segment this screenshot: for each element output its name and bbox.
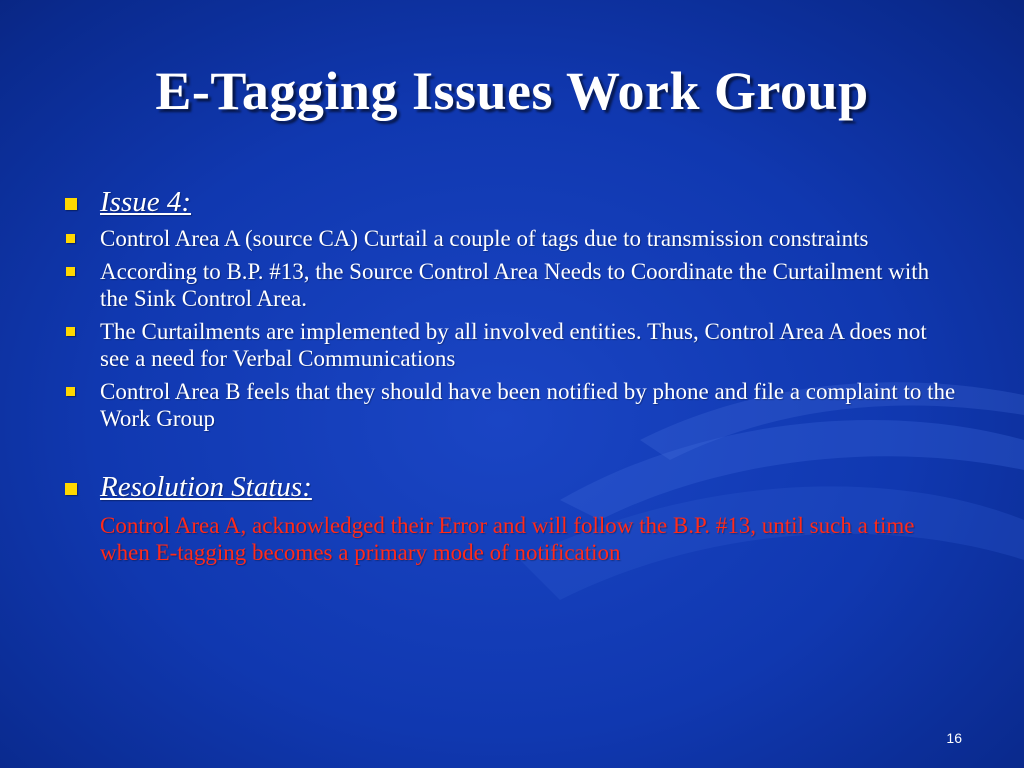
page-number: 16 [946, 730, 962, 746]
issue-heading-item [60, 185, 960, 219]
issue-point-text: Control Area B feels that they should have been notified by phone and file a complaint to the Work Group [100, 379, 956, 431]
issue-point-text: The Curtailments are implemented by all involved entities. Thus, Control Area A does not see a need for Verbal Communications [100, 319, 927, 371]
issue-point [60, 225, 960, 252]
square-bullet-icon [65, 198, 77, 210]
resolution-text: Control Area A, acknowledged their Error and will follow the B.P. #13, until such a time when E-tagging becomes a primary mode of notification [100, 513, 915, 565]
issue-point [60, 378, 960, 432]
issue-point [60, 318, 960, 372]
square-bullet-icon [66, 234, 75, 243]
issue-point-text: Control Area A (source CA) Curtail a couple of tags due to transmission constraints [100, 226, 869, 251]
slide-content [60, 185, 960, 566]
square-bullet-icon [66, 387, 75, 396]
issue-heading: Issue 4: [100, 186, 192, 218]
issue-point-text: According to B.P. #13, the Source Control Area Needs to Coordinate the Curtailment with the Sink Control Area. [100, 259, 930, 311]
square-bullet-icon [66, 327, 75, 336]
square-bullet-icon [66, 267, 75, 276]
issue-point [60, 258, 960, 312]
slide-title: E-Tagging Issues Work Group [155, 61, 869, 121]
resolution-heading-item [60, 470, 960, 504]
square-bullet-icon [65, 483, 77, 495]
resolution-heading: Resolution Status: [100, 471, 312, 503]
